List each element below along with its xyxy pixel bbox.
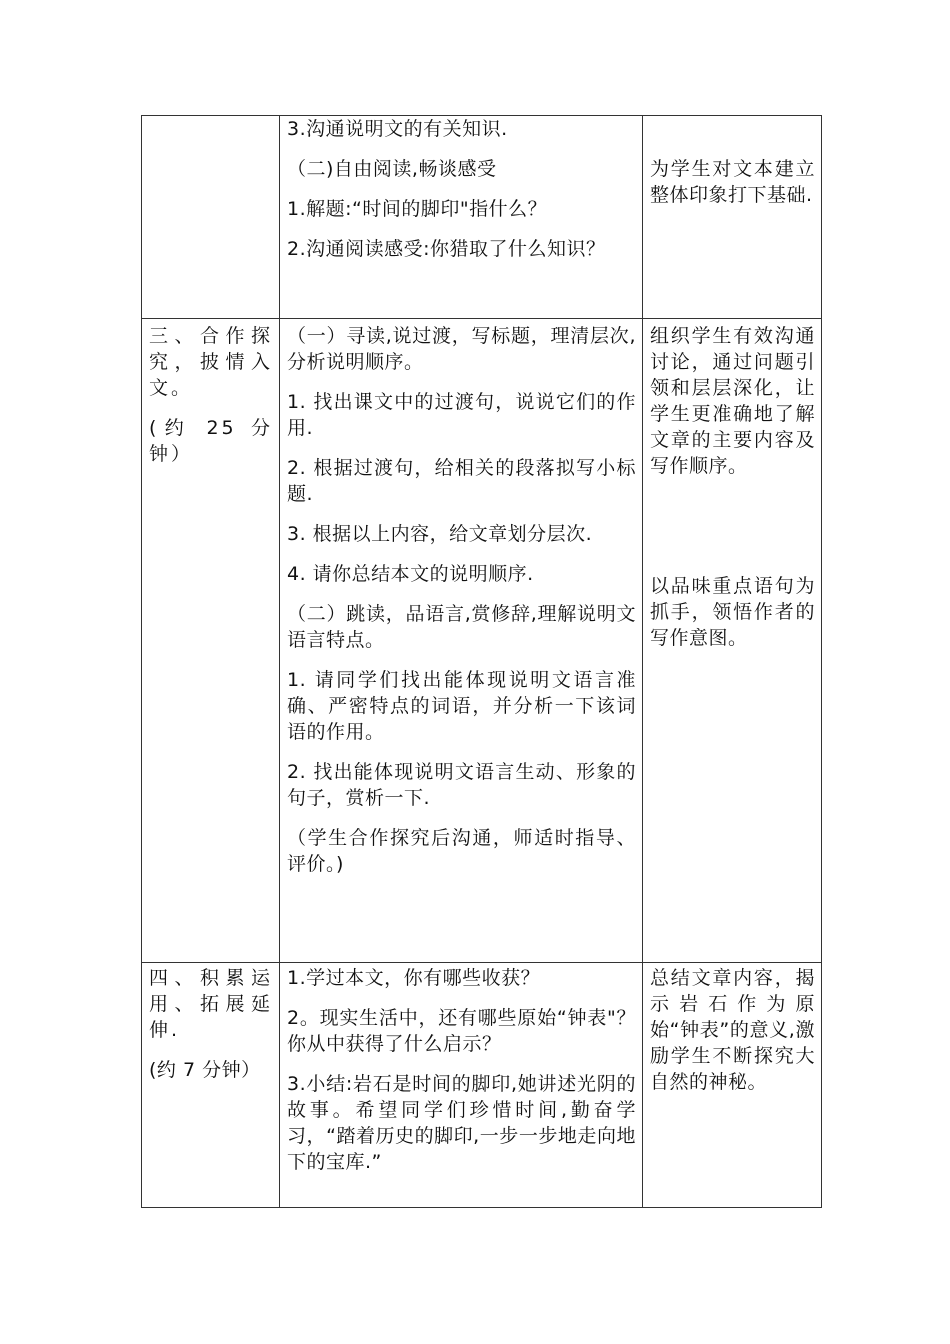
process-text: 3.小结:岩石是时间的脚印,她讲述光阴的故事。希望同学们珍惜时间,勤奋学习，“踏着历史的脚印,一步一步地走向地下的宝库.” [287, 1073, 636, 1173]
process-text: 2.沟通阅读感受:你猎取了什么知识？ [287, 238, 606, 260]
process-text: 3.沟通说明文的有关知识. [287, 118, 508, 140]
table-row [142, 963, 822, 1208]
table-row [142, 319, 822, 963]
intent-text: 总结文章内容，揭示岩石作为原始“钟表”的意义,激励学生不断探究大自然的神秘。 [650, 967, 815, 1093]
stage-text: (约 25 分钟） [149, 417, 273, 465]
intent-cell [643, 116, 822, 319]
intent-text: 为学生对文本建立整体印象打下基础. [650, 158, 815, 206]
intent-text: 以品味重点语句为抓手，领悟作者的写作意图。 [650, 575, 815, 649]
process-text: 1.解题:“时间的脚印"指什么？ [287, 198, 548, 220]
stage-text: 四、积累运用、拓展延伸. [149, 967, 273, 1041]
process-text: 2. 找出能体现说明文语言生动、形象的句子，赏析一下. [287, 761, 636, 809]
process-text: （二）跳读，品语言,赏修辞,理解说明文语言特点。 [287, 603, 636, 651]
process-cell [280, 963, 643, 1208]
stage-cell [142, 116, 280, 319]
process-cell [280, 319, 643, 963]
table-row [142, 116, 822, 319]
lesson-plan-table [141, 115, 822, 1208]
intent-text: 组织学生有效沟通讨论，通过问题引领和层层深化，让学生更准确地了解文章的主要内容及写作顺序。 [650, 325, 815, 477]
process-cell [280, 116, 643, 319]
process-text: 4. 请你总结本文的说明顺序. [287, 563, 534, 585]
stage-cell [142, 319, 280, 963]
process-text: 2。现实生活中，还有哪些原始“钟表"？你从中获得了什么启示？ [287, 1007, 636, 1055]
process-text: （学生合作探究后沟通，师适时指导、评价。) [287, 827, 636, 875]
process-text: 1. 请同学们找出能体现说明文语言准确、严密特点的词语，并分析一下该词语的作用。 [287, 669, 636, 743]
stage-cell [142, 963, 280, 1208]
process-text: 2. 根据过渡句，给相关的段落拟写小标题. [287, 457, 636, 505]
stage-text: (约 7 分钟） [149, 1059, 261, 1081]
process-text: （二)自由阅读,畅谈感受 [287, 158, 497, 180]
stage-text: 三、合作探究，披情入文。 [149, 325, 273, 399]
process-text: 1.学过本文，你有哪些收获？ [287, 967, 541, 989]
process-text: 3. 根据以上内容，给文章划分层次. [287, 523, 593, 545]
intent-cell [643, 963, 822, 1208]
intent-cell [643, 319, 822, 963]
process-text: （一）寻读,说过渡，写标题，理清层次,分析说明顺序。 [287, 325, 636, 373]
process-text: 1. 找出课文中的过渡句，说说它们的作用. [287, 391, 636, 439]
